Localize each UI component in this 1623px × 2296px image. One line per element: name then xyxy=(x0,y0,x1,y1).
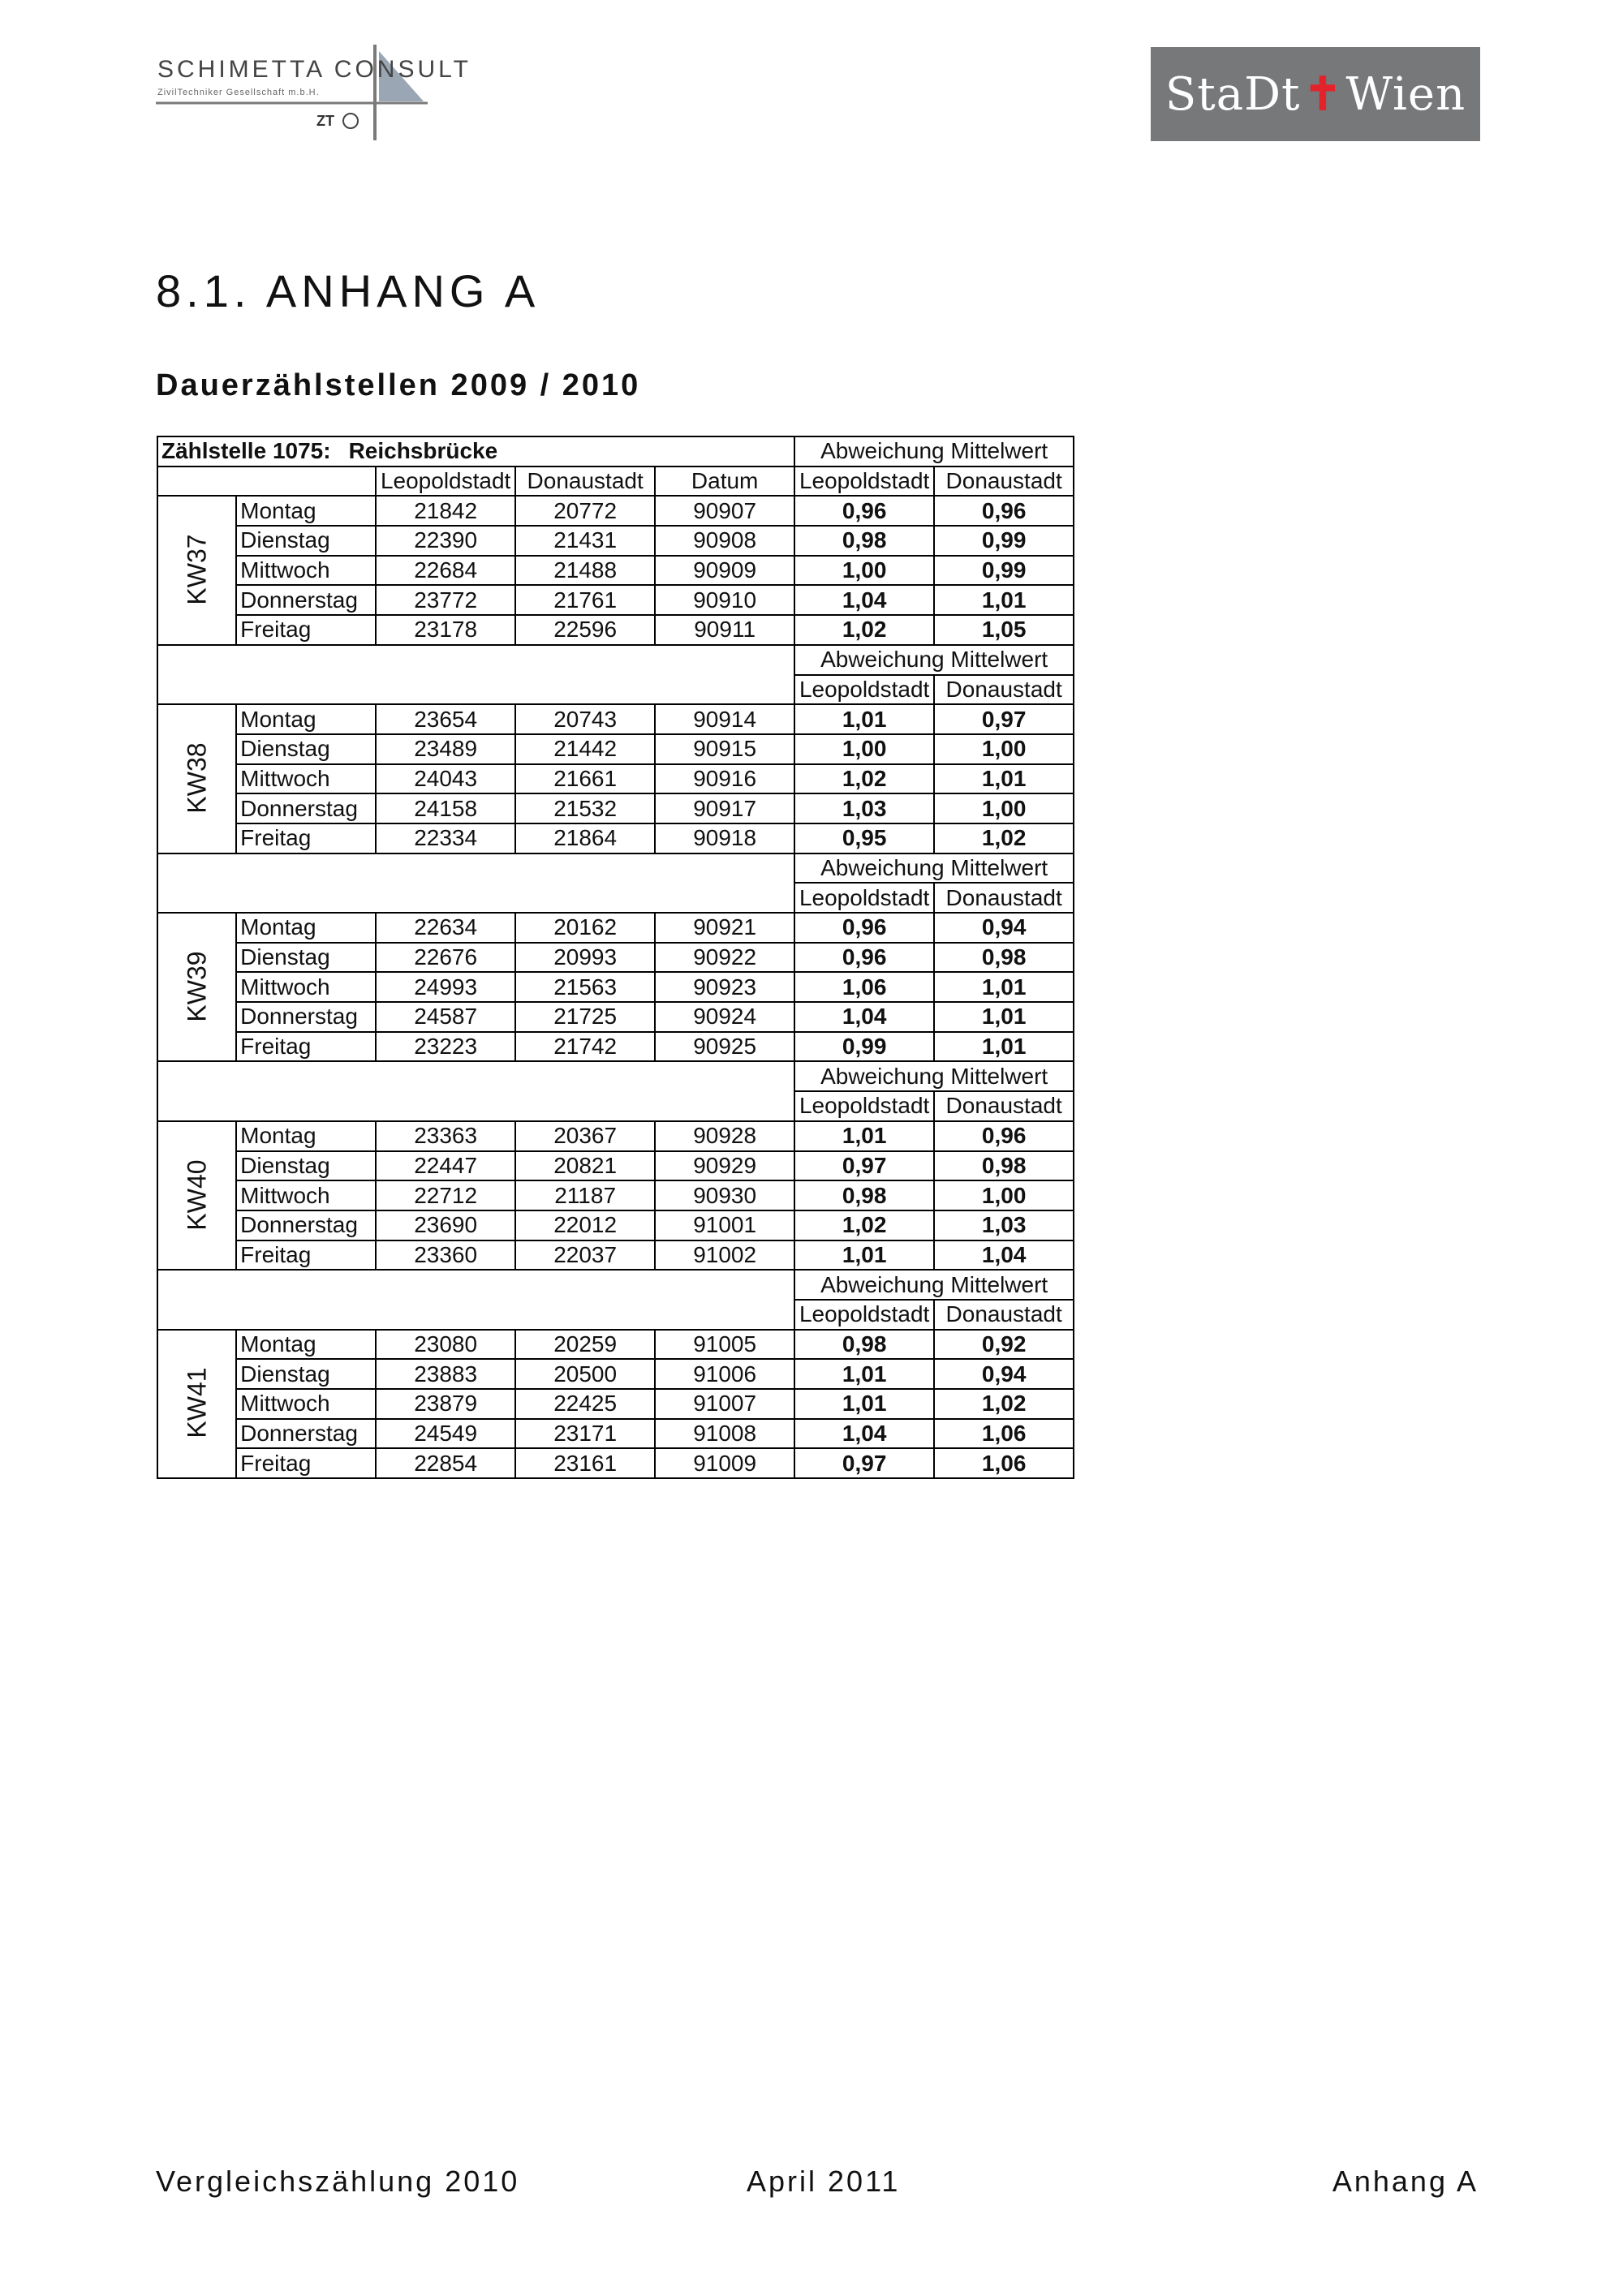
weekday-cell: Dienstag xyxy=(236,1359,376,1389)
deviation-leopoldstadt-cell: 1,06 xyxy=(794,972,934,1002)
footer-document-name: Vergleichszählung 2010 xyxy=(156,2165,520,2198)
count-donaustadt-cell: 22037 xyxy=(515,1240,655,1271)
count-donaustadt-cell: 21742 xyxy=(515,1032,655,1062)
weekday-cell: Mittwoch xyxy=(236,1389,376,1419)
table-row xyxy=(157,764,1074,794)
count-donaustadt-cell: 21187 xyxy=(515,1180,655,1210)
table-row xyxy=(157,1121,1074,1151)
week-label-cell xyxy=(157,1330,236,1478)
datum-cell: 90914 xyxy=(655,704,794,734)
count-donaustadt-cell: 20821 xyxy=(515,1151,655,1181)
deviation-header: Abweichung Mittelwert xyxy=(794,853,1074,884)
weekday-cell: Dienstag xyxy=(236,943,376,973)
table-row xyxy=(157,556,1074,586)
count-leopoldstadt-cell: 23690 xyxy=(376,1210,515,1240)
weekday-cell: Dienstag xyxy=(236,1151,376,1181)
table-header-row xyxy=(157,1061,1074,1091)
weekday-cell: Montag xyxy=(236,913,376,943)
count-donaustadt-cell: 20500 xyxy=(515,1359,655,1389)
count-donaustadt-cell: 20743 xyxy=(515,704,655,734)
deviation-leopoldstadt-cell: 1,01 xyxy=(794,1121,934,1151)
deviation-leopoldstadt-cell: 1,01 xyxy=(794,1389,934,1419)
deviation-donaustadt-cell: 1,00 xyxy=(934,734,1074,764)
datum-cell: 90930 xyxy=(655,1180,794,1210)
deviation-leopoldstadt-cell: 0,96 xyxy=(794,943,934,973)
spacer-cell xyxy=(157,853,794,913)
weekday-cell: Freitag xyxy=(236,1240,376,1271)
datum-cell: 90925 xyxy=(655,1032,794,1062)
spacer-cell xyxy=(157,467,376,497)
deviation-donaustadt-cell: 1,02 xyxy=(934,823,1074,853)
weekday-cell: Donnerstag xyxy=(236,793,376,823)
datum-cell: 91006 xyxy=(655,1359,794,1389)
table-row xyxy=(157,1359,1074,1389)
table-row xyxy=(157,1151,1074,1181)
count-leopoldstadt-cell: 22390 xyxy=(376,526,515,556)
deviation-leopoldstadt-cell: 0,99 xyxy=(794,1032,934,1062)
table-row xyxy=(157,704,1074,734)
count-leopoldstadt-cell: 23772 xyxy=(376,585,515,615)
count-leopoldstadt-cell: 22854 xyxy=(376,1448,515,1478)
table-header-row xyxy=(157,467,1074,497)
col-header-dev-donaustadt: Donaustadt xyxy=(934,1091,1074,1121)
count-donaustadt-cell: 20993 xyxy=(515,943,655,973)
table-row xyxy=(157,1210,1074,1240)
datum-cell: 91001 xyxy=(655,1210,794,1240)
deviation-leopoldstadt-cell: 0,98 xyxy=(794,1330,934,1360)
weekday-cell: Montag xyxy=(236,704,376,734)
count-donaustadt-cell: 22425 xyxy=(515,1389,655,1419)
col-header-dev-donaustadt: Donaustadt xyxy=(934,467,1074,497)
count-leopoldstadt-cell: 23879 xyxy=(376,1389,515,1419)
col-header-dev-leopoldstadt: Leopoldstadt xyxy=(794,883,934,913)
page-title: 8.1. ANHANG A xyxy=(156,265,540,316)
spacer-cell xyxy=(157,1061,794,1120)
deviation-donaustadt-cell: 0,92 xyxy=(934,1330,1074,1360)
col-header-dev-leopoldstadt: Leopoldstadt xyxy=(794,1091,934,1121)
count-donaustadt-cell: 21532 xyxy=(515,793,655,823)
count-donaustadt-cell: 21761 xyxy=(515,585,655,615)
table-row xyxy=(157,943,1074,973)
deviation-leopoldstadt-cell: 0,98 xyxy=(794,526,934,556)
deviation-header: Abweichung Mittelwert xyxy=(794,645,1074,675)
count-donaustadt-cell: 21725 xyxy=(515,1002,655,1032)
deviation-leopoldstadt-cell: 1,02 xyxy=(794,764,934,794)
datum-cell: 91008 xyxy=(655,1419,794,1449)
datum-cell: 90929 xyxy=(655,1151,794,1181)
weekday-cell: Mittwoch xyxy=(236,1180,376,1210)
count-leopoldstadt-cell: 22712 xyxy=(376,1180,515,1210)
table-row xyxy=(157,1330,1074,1360)
weekday-cell: Donnerstag xyxy=(236,1002,376,1032)
datum-cell: 90917 xyxy=(655,793,794,823)
stadt-wien-logo xyxy=(1151,47,1480,141)
logo-title: SCHIMETTA CONSULT xyxy=(157,56,471,83)
week-label: KW40 xyxy=(182,1159,212,1231)
datum-cell: 91007 xyxy=(655,1389,794,1419)
table-row xyxy=(157,526,1074,556)
deviation-leopoldstadt-cell: 1,00 xyxy=(794,734,934,764)
deviation-leopoldstadt-cell: 1,04 xyxy=(794,1002,934,1032)
deviation-leopoldstadt-cell: 1,01 xyxy=(794,1240,934,1271)
station-name: Reichsbrücke xyxy=(348,438,498,464)
count-donaustadt-cell: 23161 xyxy=(515,1448,655,1478)
count-leopoldstadt-cell: 23489 xyxy=(376,734,515,764)
deviation-donaustadt-cell: 1,03 xyxy=(934,1210,1074,1240)
datum-cell: 90909 xyxy=(655,556,794,586)
weekday-cell: Dienstag xyxy=(236,734,376,764)
datum-cell: 90928 xyxy=(655,1121,794,1151)
col-header-datum: Datum xyxy=(655,467,794,497)
week-label-cell xyxy=(157,496,236,644)
weekday-cell: Donnerstag xyxy=(236,585,376,615)
deviation-leopoldstadt-cell: 1,04 xyxy=(794,1419,934,1449)
deviation-donaustadt-cell: 1,01 xyxy=(934,764,1074,794)
count-donaustadt-cell: 21864 xyxy=(515,823,655,853)
weekday-cell: Mittwoch xyxy=(236,556,376,586)
deviation-donaustadt-cell: 0,98 xyxy=(934,943,1074,973)
weekday-cell: Montag xyxy=(236,1121,376,1151)
col-header-dev-leopoldstadt: Leopoldstadt xyxy=(794,675,934,705)
spacer-cell xyxy=(157,645,794,704)
eagle-emblem-icon xyxy=(343,114,358,128)
weekday-cell: Freitag xyxy=(236,615,376,645)
count-leopoldstadt-cell: 22447 xyxy=(376,1151,515,1181)
table-row xyxy=(157,823,1074,853)
schimetta-logo-graphic xyxy=(156,45,471,142)
deviation-leopoldstadt-cell: 0,98 xyxy=(794,1180,934,1210)
deviation-donaustadt-cell: 1,01 xyxy=(934,972,1074,1002)
table-header-row xyxy=(157,853,1074,884)
weekday-cell: Mittwoch xyxy=(236,764,376,794)
counting-station-table xyxy=(157,436,1074,1479)
table-row xyxy=(157,734,1074,764)
weekday-cell: Freitag xyxy=(236,1448,376,1478)
deviation-leopoldstadt-cell: 0,97 xyxy=(794,1448,934,1478)
week-label: KW41 xyxy=(182,1367,212,1438)
weekday-cell: Freitag xyxy=(236,1032,376,1062)
deviation-leopoldstadt-cell: 0,96 xyxy=(794,496,934,526)
week-label-cell xyxy=(157,1121,236,1270)
week-label-cell xyxy=(157,704,236,853)
table-header-row xyxy=(157,1270,1074,1300)
col-header-dev-donaustadt: Donaustadt xyxy=(934,675,1074,705)
week-label: KW38 xyxy=(182,742,212,814)
col-header-dev-leopoldstadt: Leopoldstadt xyxy=(794,1300,934,1330)
logo-subtitle: ZivilTechniker Gesellschaft m.b.H. xyxy=(157,88,320,97)
col-header-dev-donaustadt: Donaustadt xyxy=(934,883,1074,913)
count-donaustadt-cell: 21488 xyxy=(515,556,655,586)
deviation-leopoldstadt-cell: 1,01 xyxy=(794,704,934,734)
deviation-leopoldstadt-cell: 1,03 xyxy=(794,793,934,823)
deviation-donaustadt-cell: 1,01 xyxy=(934,1032,1074,1062)
count-leopoldstadt-cell: 22676 xyxy=(376,943,515,973)
weekday-cell: Montag xyxy=(236,496,376,526)
count-leopoldstadt-cell: 24043 xyxy=(376,764,515,794)
deviation-leopoldstadt-cell: 0,96 xyxy=(794,913,934,943)
count-donaustadt-cell: 21431 xyxy=(515,526,655,556)
table-row xyxy=(157,1032,1074,1062)
count-leopoldstadt-cell: 23178 xyxy=(376,615,515,645)
schimetta-consult-logo xyxy=(156,45,471,142)
deviation-leopoldstadt-cell: 1,02 xyxy=(794,1210,934,1240)
deviation-donaustadt-cell: 0,94 xyxy=(934,1359,1074,1389)
count-leopoldstadt-cell: 24587 xyxy=(376,1002,515,1032)
datum-cell: 90907 xyxy=(655,496,794,526)
count-leopoldstadt-cell: 22684 xyxy=(376,556,515,586)
deviation-leopoldstadt-cell: 1,01 xyxy=(794,1359,934,1389)
table-row xyxy=(157,1419,1074,1449)
count-leopoldstadt-cell: 23360 xyxy=(376,1240,515,1271)
deviation-donaustadt-cell: 0,94 xyxy=(934,913,1074,943)
table-row xyxy=(157,1389,1074,1419)
deviation-donaustadt-cell: 0,99 xyxy=(934,556,1074,586)
datum-cell: 90918 xyxy=(655,823,794,853)
weekday-cell: Montag xyxy=(236,1330,376,1360)
logo-wien-text: Wien xyxy=(1345,67,1466,121)
count-donaustadt-cell: 20259 xyxy=(515,1330,655,1360)
deviation-header: Abweichung Mittelwert xyxy=(794,1270,1074,1300)
deviation-donaustadt-cell: 1,01 xyxy=(934,1002,1074,1032)
deviation-leopoldstadt-cell: 1,04 xyxy=(794,585,934,615)
deviation-donaustadt-cell: 0,99 xyxy=(934,526,1074,556)
count-donaustadt-cell: 23171 xyxy=(515,1419,655,1449)
deviation-donaustadt-cell: 0,98 xyxy=(934,1151,1074,1181)
deviation-leopoldstadt-cell: 0,97 xyxy=(794,1151,934,1181)
datum-cell: 90924 xyxy=(655,1002,794,1032)
table-row xyxy=(157,585,1074,615)
logo-stadt-text: StaDt xyxy=(1165,67,1301,121)
weekday-cell: Mittwoch xyxy=(236,972,376,1002)
datum-cell: 90922 xyxy=(655,943,794,973)
count-donaustadt-cell: 20162 xyxy=(515,913,655,943)
deviation-donaustadt-cell: 1,05 xyxy=(934,615,1074,645)
deviation-header: Abweichung Mittelwert xyxy=(794,1061,1074,1091)
deviation-leopoldstadt-cell: 0,95 xyxy=(794,823,934,853)
logo-badge: ZT xyxy=(316,113,334,129)
weekday-cell: Donnerstag xyxy=(236,1210,376,1240)
table-header-row xyxy=(157,645,1074,675)
count-leopoldstadt-cell: 23883 xyxy=(376,1359,515,1389)
count-leopoldstadt-cell: 21842 xyxy=(376,496,515,526)
spacer-cell xyxy=(157,1270,794,1329)
table-row xyxy=(157,1448,1074,1478)
page-subtitle: Dauerzählstellen 2009 / 2010 xyxy=(156,368,641,402)
count-donaustadt-cell: 22012 xyxy=(515,1210,655,1240)
weekday-cell: Donnerstag xyxy=(236,1419,376,1449)
table-row xyxy=(157,1180,1074,1210)
weekday-cell: Freitag xyxy=(236,823,376,853)
datum-cell: 90911 xyxy=(655,615,794,645)
count-leopoldstadt-cell: 23080 xyxy=(376,1330,515,1360)
count-leopoldstadt-cell: 22334 xyxy=(376,823,515,853)
count-leopoldstadt-cell: 22634 xyxy=(376,913,515,943)
datum-cell: 91009 xyxy=(655,1448,794,1478)
col-header-dev-donaustadt: Donaustadt xyxy=(934,1300,1074,1330)
deviation-donaustadt-cell: 1,00 xyxy=(934,1180,1074,1210)
week-label: KW39 xyxy=(182,951,212,1022)
footer-section: Anhang A xyxy=(1332,2165,1479,2198)
table-row xyxy=(157,1240,1074,1271)
count-leopoldstadt-cell: 24549 xyxy=(376,1419,515,1449)
count-donaustadt-cell: 21563 xyxy=(515,972,655,1002)
deviation-donaustadt-cell: 1,01 xyxy=(934,585,1074,615)
week-label: KW37 xyxy=(182,534,212,605)
count-donaustadt-cell: 20367 xyxy=(515,1121,655,1151)
week-label-cell xyxy=(157,913,236,1061)
footer-date: April 2011 xyxy=(747,2165,901,2198)
datum-cell: 90910 xyxy=(655,585,794,615)
table-row xyxy=(157,972,1074,1002)
table-row xyxy=(157,793,1074,823)
table-row xyxy=(157,615,1074,645)
count-donaustadt-cell: 21661 xyxy=(515,764,655,794)
deviation-donaustadt-cell: 1,02 xyxy=(934,1389,1074,1419)
deviation-donaustadt-cell: 1,06 xyxy=(934,1448,1074,1478)
deviation-leopoldstadt-cell: 1,02 xyxy=(794,615,934,645)
datum-cell: 90921 xyxy=(655,913,794,943)
datum-cell: 91002 xyxy=(655,1240,794,1271)
deviation-leopoldstadt-cell: 1,00 xyxy=(794,556,934,586)
count-donaustadt-cell: 21442 xyxy=(515,734,655,764)
datum-cell: 90908 xyxy=(655,526,794,556)
table-row xyxy=(157,496,1074,526)
weekday-cell: Dienstag xyxy=(236,526,376,556)
datum-cell: 90915 xyxy=(655,734,794,764)
deviation-donaustadt-cell: 1,00 xyxy=(934,793,1074,823)
table-header-row xyxy=(157,436,1074,467)
count-leopoldstadt-cell: 23223 xyxy=(376,1032,515,1062)
deviation-donaustadt-cell: 1,04 xyxy=(934,1240,1074,1271)
station-label: Zählstelle 1075: xyxy=(161,438,331,464)
count-leopoldstadt-cell: 23654 xyxy=(376,704,515,734)
deviation-donaustadt-cell: 0,96 xyxy=(934,496,1074,526)
col-header-dev-leopoldstadt: Leopoldstadt xyxy=(794,467,934,497)
count-donaustadt-cell: 22596 xyxy=(515,615,655,645)
count-leopoldstadt-cell: 24993 xyxy=(376,972,515,1002)
deviation-donaustadt-cell: 0,96 xyxy=(934,1121,1074,1151)
vienna-cross-icon: ✝ xyxy=(1303,67,1343,121)
deviation-donaustadt-cell: 1,06 xyxy=(934,1419,1074,1449)
table-row xyxy=(157,1002,1074,1032)
table-row xyxy=(157,913,1074,943)
count-leopoldstadt-cell: 24158 xyxy=(376,793,515,823)
station-title xyxy=(157,436,794,467)
count-donaustadt-cell: 20772 xyxy=(515,496,655,526)
count-leopoldstadt-cell: 23363 xyxy=(376,1121,515,1151)
datum-cell: 90923 xyxy=(655,972,794,1002)
deviation-header: Abweichung Mittelwert xyxy=(794,436,1074,467)
col-header-leopoldstadt: Leopoldstadt xyxy=(376,467,515,497)
deviation-donaustadt-cell: 0,97 xyxy=(934,704,1074,734)
col-header-donaustadt: Donaustadt xyxy=(515,467,655,497)
datum-cell: 91005 xyxy=(655,1330,794,1360)
datum-cell: 90916 xyxy=(655,764,794,794)
